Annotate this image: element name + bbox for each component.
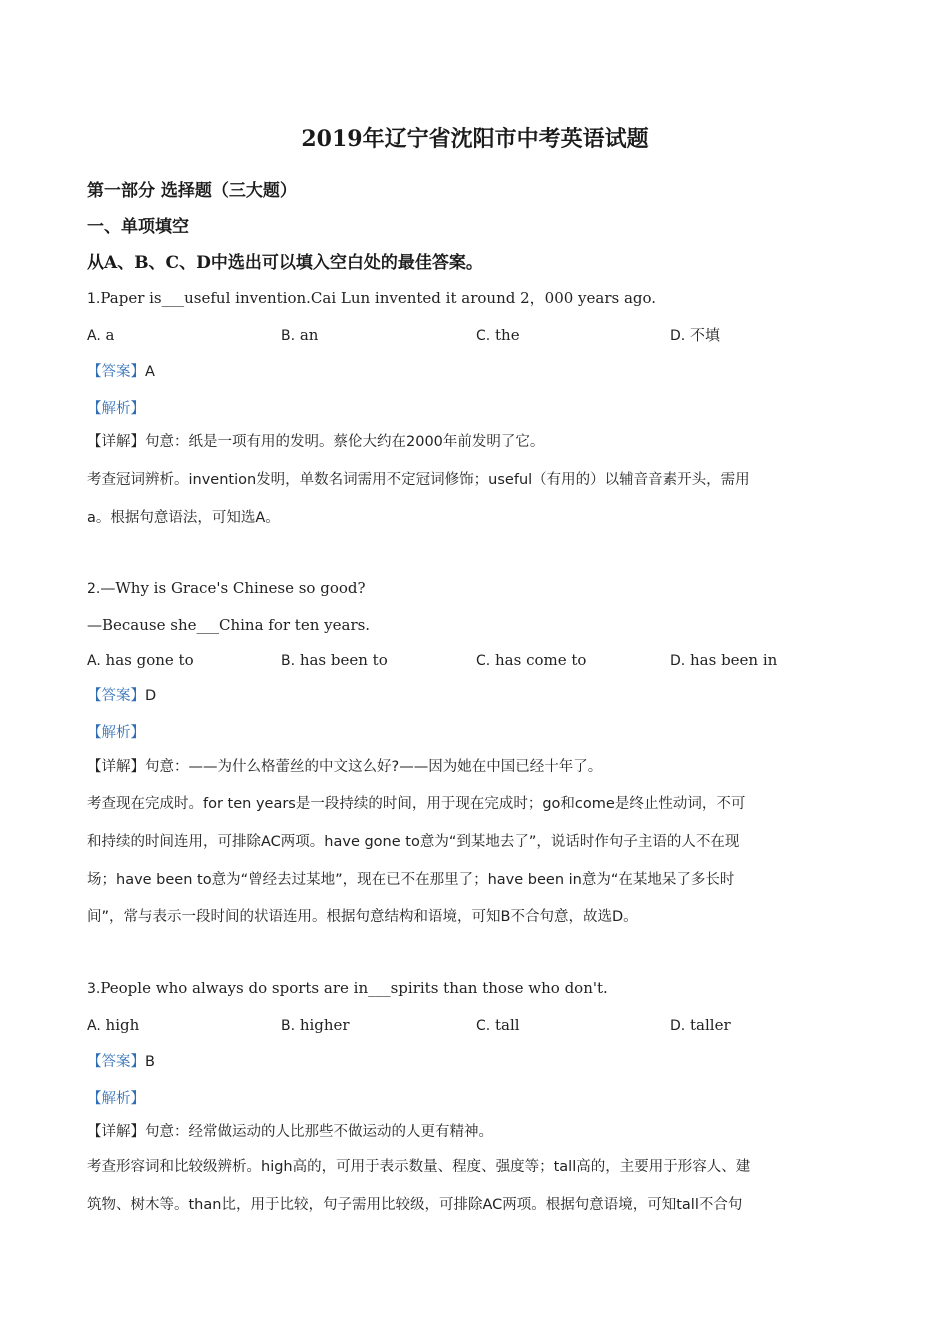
option-b: B. an (281, 326, 319, 344)
question-3 (87, 978, 867, 999)
option-d: D. taller (670, 1016, 731, 1034)
option-d: D. has been in (670, 651, 778, 669)
answer-q2 (87, 686, 867, 706)
instruction: 从A、B、C、D中选出可以填入空白处的最佳答案。 (87, 253, 483, 273)
question-text: Paper is___useful invention.Cai Lun invented it around 2，000 years ago. (100, 289, 657, 307)
answer-label: 【答案】 (87, 1054, 145, 1070)
page-title: 2019年辽宁省沈阳市中考英语试题 (301, 126, 649, 152)
detail-text: 句意：经常做运动的人比那些不做运动的人更有精神。 (145, 1124, 493, 1140)
analysis-label-q2: 【解析】 (87, 725, 145, 741)
question-1 (87, 288, 867, 309)
options-q2 (87, 650, 867, 670)
options-q3 (87, 1015, 867, 1035)
analysis-label-q3: 【解析】 (87, 1091, 145, 1107)
analysis-line: 间”，常与表示一段时间的状语连用。根据句意结构和语境，可知B不合句意，故选D。 (87, 909, 638, 925)
analysis-line: 场；have been to意为“曾经去过某地”，现在已不在那里了；have been in意为“在某地呆了多长时 (87, 872, 735, 888)
question-number: 3. (87, 981, 101, 997)
analysis-label-q1: 【解析】 (87, 401, 145, 417)
detail-text: 句意：纸是一项有用的发明。蔡伦大约在2000年前发明了它。 (145, 434, 545, 450)
option-c: C. the (476, 326, 520, 344)
option-c: C. has come to (476, 651, 587, 669)
option-a: A. a (87, 326, 115, 344)
analysis-line: a。根据句意语法，可知选A。 (87, 510, 280, 526)
question-2-line-2: —Because she___China for ten years. (87, 616, 371, 634)
question-2 (87, 578, 867, 599)
option-b: B. has been to (281, 651, 388, 669)
question-number: 2. (87, 581, 101, 597)
detail-label: 【详解】 (87, 1124, 145, 1140)
part-heading: 第一部分 选择题（三大题） (87, 181, 297, 201)
detail-text: 句意：——为什么格蕾丝的中文这么好?——因为她在中国已经十年了。 (145, 759, 603, 775)
detail-q2 (87, 757, 867, 777)
option-b: B. higher (281, 1016, 350, 1034)
answer-q3 (87, 1052, 867, 1072)
answer-value: A (145, 364, 155, 380)
section-heading: 一、单项填空 (87, 217, 189, 237)
answer-value: B (145, 1054, 155, 1070)
option-a: A. has gone to (87, 651, 194, 669)
option-c: C. tall (476, 1016, 520, 1034)
answer-q1 (87, 362, 867, 382)
option-d: D. 不填 (670, 326, 721, 344)
detail-q1 (87, 432, 867, 452)
analysis-line: 筑物、树木等。than比，用于比较，句子需用比较级，可排除AC两项。根据句意语境，可知tall不合句 (87, 1197, 743, 1213)
question-number: 1. (87, 291, 101, 307)
answer-label: 【答案】 (87, 688, 145, 704)
answer-label: 【答案】 (87, 364, 145, 380)
detail-label: 【详解】 (87, 759, 145, 775)
question-text: —Why is Grace's Chinese so good? (100, 579, 366, 597)
analysis-line: 考查现在完成时。for ten years是一段持续的时间，用于现在完成时；go和come是终止性动词，不可 (87, 796, 746, 812)
analysis-line: 考查形容词和比较级辨析。high高的，可用于表示数量、程度、强度等；tall高的，主要用于形容人、建 (87, 1159, 751, 1175)
detail-label: 【详解】 (87, 434, 145, 450)
detail-q3 (87, 1122, 867, 1142)
analysis-line: 考查冠词辨析。invention发明，单数名词需用不定冠词修饰；useful（有用的）以辅音音素开头，需用 (87, 472, 750, 488)
question-text: People who always do sports are in___spirits than those who don't. (100, 979, 608, 997)
options-q1 (87, 325, 867, 345)
analysis-line: 和持续的时间连用，可排除AC两项。have gone to意为“到某地去了”，说话时作句子主语的人不在现 (87, 834, 740, 850)
option-a: A. high (87, 1016, 140, 1034)
answer-value: D (145, 688, 157, 704)
